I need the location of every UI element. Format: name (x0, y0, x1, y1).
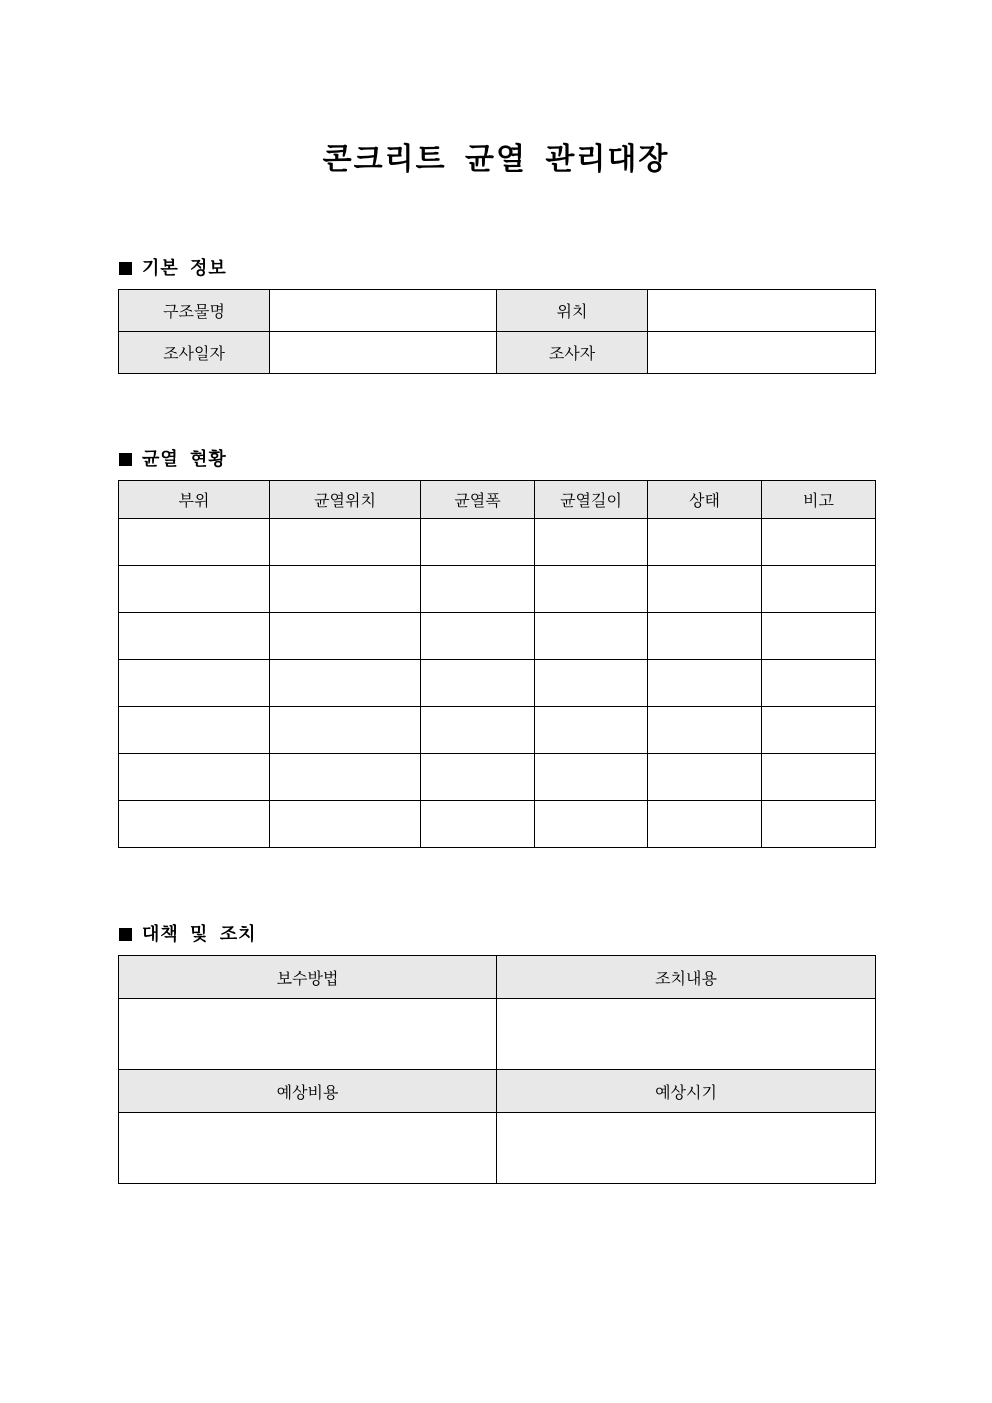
table-row (119, 566, 876, 613)
table-cell[interactable] (119, 754, 270, 801)
table-cell[interactable] (421, 519, 535, 566)
table-header-row (119, 956, 876, 999)
table-cell[interactable] (762, 519, 876, 566)
table-cell[interactable] (648, 519, 762, 566)
table-row (119, 707, 876, 754)
section-heading-basic-info (119, 254, 227, 280)
table-cell[interactable] (648, 660, 762, 707)
estimated-time-field[interactable] (497, 1113, 876, 1184)
surveyor-label: 조사자 (497, 332, 648, 374)
section-heading-label: 대책 및 조치 (142, 924, 257, 945)
table-row (119, 290, 876, 332)
section-heading-label: 균열 현황 (142, 449, 227, 470)
table-cell[interactable] (648, 707, 762, 754)
action-content-label: 조치내용 (497, 956, 876, 999)
table-header-row (119, 1070, 876, 1113)
table-cell[interactable] (421, 613, 535, 660)
table-cell[interactable] (119, 707, 270, 754)
table-cell[interactable] (762, 754, 876, 801)
column-header-part: 부위 (119, 481, 270, 519)
table-cell[interactable] (535, 519, 648, 566)
repair-method-label: 보수방법 (119, 956, 497, 999)
column-header-crack-width: 균열폭 (421, 481, 535, 519)
table-cell[interactable] (119, 801, 270, 848)
table-cell[interactable] (270, 613, 421, 660)
structure-name-label: 구조물명 (119, 290, 270, 332)
table-cell[interactable] (762, 707, 876, 754)
page-title: 콘크리트 균열 관리대장 (322, 142, 670, 177)
table-cell[interactable] (270, 801, 421, 848)
table-cell[interactable] (270, 707, 421, 754)
measures-table (118, 955, 876, 1184)
table-cell[interactable] (421, 566, 535, 613)
surveyor-field[interactable] (648, 332, 876, 374)
table-cell[interactable] (648, 754, 762, 801)
table-cell[interactable] (648, 801, 762, 848)
table-cell[interactable] (535, 754, 648, 801)
table-cell[interactable] (535, 801, 648, 848)
table-cell[interactable] (270, 754, 421, 801)
square-bullet-icon (119, 928, 132, 941)
column-header-remarks: 비고 (762, 481, 876, 519)
square-bullet-icon (119, 453, 132, 466)
location-label: 위치 (497, 290, 648, 332)
table-row (119, 1113, 876, 1184)
table-cell[interactable] (762, 566, 876, 613)
table-header-row (119, 481, 876, 519)
location-field[interactable] (648, 290, 876, 332)
table-row (119, 332, 876, 374)
table-cell[interactable] (421, 754, 535, 801)
column-header-condition: 상태 (648, 481, 762, 519)
table-cell[interactable] (648, 613, 762, 660)
estimated-cost-label: 예상비용 (119, 1070, 497, 1113)
table-cell[interactable] (270, 566, 421, 613)
repair-method-field[interactable] (119, 999, 497, 1070)
table-cell[interactable] (421, 801, 535, 848)
survey-date-field[interactable] (270, 332, 497, 374)
table-row (119, 660, 876, 707)
table-cell[interactable] (119, 519, 270, 566)
estimated-cost-field[interactable] (119, 1113, 497, 1184)
table-row (119, 801, 876, 848)
table-cell[interactable] (535, 613, 648, 660)
table-row (119, 519, 876, 566)
section-heading-measures (119, 920, 256, 946)
table-cell[interactable] (119, 566, 270, 613)
table-row (119, 754, 876, 801)
table-cell[interactable] (119, 660, 270, 707)
column-header-crack-location: 균열위치 (270, 481, 421, 519)
crack-status-table (118, 480, 876, 848)
survey-date-label: 조사일자 (119, 332, 270, 374)
table-cell[interactable] (535, 660, 648, 707)
table-cell[interactable] (762, 613, 876, 660)
basic-info-table (118, 289, 876, 374)
table-row (119, 613, 876, 660)
column-header-crack-length: 균열길이 (535, 481, 648, 519)
table-cell[interactable] (421, 707, 535, 754)
table-cell[interactable] (762, 801, 876, 848)
table-row (119, 999, 876, 1070)
table-cell[interactable] (270, 519, 421, 566)
structure-name-field[interactable] (270, 290, 497, 332)
table-cell[interactable] (535, 707, 648, 754)
action-content-field[interactable] (497, 999, 876, 1070)
table-cell[interactable] (648, 566, 762, 613)
square-bullet-icon (119, 262, 132, 275)
table-cell[interactable] (762, 660, 876, 707)
estimated-time-label: 예상시기 (497, 1070, 876, 1113)
section-heading-crack-status (119, 445, 227, 471)
table-cell[interactable] (535, 566, 648, 613)
table-cell[interactable] (421, 660, 535, 707)
table-cell[interactable] (119, 613, 270, 660)
table-cell[interactable] (270, 660, 421, 707)
section-heading-label: 기본 정보 (142, 258, 227, 279)
